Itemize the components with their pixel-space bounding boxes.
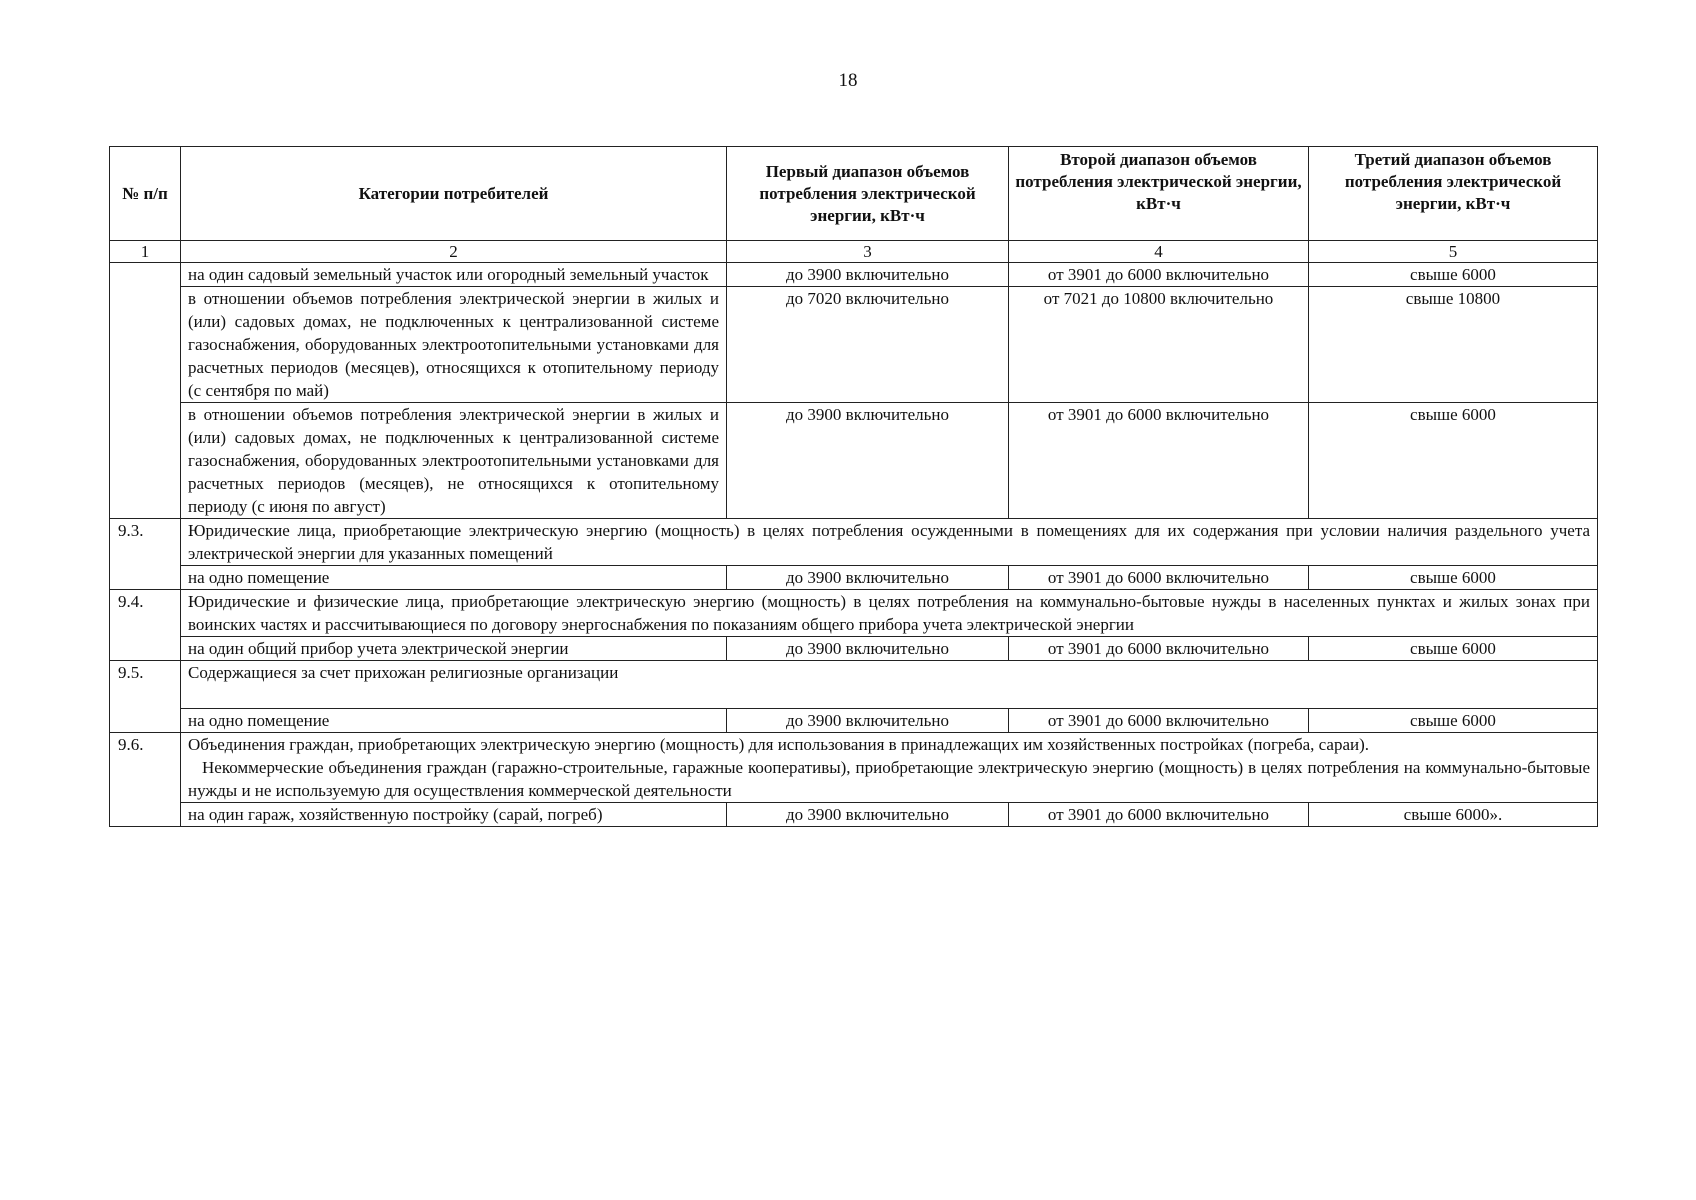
row-range1: до 3900 включительно	[727, 566, 1009, 590]
section-title-paragraph: Объединения граждан, приобретающих электрическую энергию (мощность) для использования в принадлежащих им хозяйственных постройках (погреба, сараи).	[188, 735, 1370, 754]
row-range1: до 3900 включительно	[727, 403, 1009, 519]
header-range2: Второй диапазон объемов потребления электрической энергии, кВт·ч	[1009, 147, 1309, 241]
table-row	[110, 709, 1598, 733]
row-category: на один общий прибор учета электрической энергии	[181, 637, 727, 661]
row-number-empty	[110, 263, 181, 519]
column-number: 2	[181, 241, 727, 263]
row-range2: от 3901 до 6000 включительно	[1009, 803, 1309, 827]
section-number: 9.4.	[110, 590, 181, 661]
row-range3: свыше 6000».	[1309, 803, 1598, 827]
header-range1: Первый диапазон объемов потребления электрической энергии, кВт·ч	[727, 147, 1009, 241]
section-number: 9.3.	[110, 519, 181, 590]
row-category: на один гараж, хозяйственную постройку (сарай, погреб)	[181, 803, 727, 827]
row-range2: от 3901 до 6000 включительно	[1009, 403, 1309, 519]
table-row	[110, 803, 1598, 827]
table-row	[110, 566, 1598, 590]
page-number: 18	[838, 70, 858, 91]
column-number: 5	[1309, 241, 1598, 263]
column-number: 1	[110, 241, 181, 263]
row-range3: свыше 6000	[1309, 263, 1598, 287]
row-category: на одно помещение	[181, 566, 727, 590]
row-range1: до 3900 включительно	[727, 637, 1009, 661]
header-num: № п/п	[110, 147, 181, 241]
row-range2: от 3901 до 6000 включительно	[1009, 263, 1309, 287]
row-range1: до 3900 включительно	[727, 709, 1009, 733]
row-range3: свыше 10800	[1309, 287, 1598, 403]
row-range3: свыше 6000	[1309, 709, 1598, 733]
row-category: в отношении объемов потребления электрической энергии в жилых и (или) садовых домах, не подключенных к централизованной системе газоснабжения, оборудованных электроотопительными установками для расчетных периодов (месяцев), не относящихся к отопительному периоду (с июня по август)	[181, 403, 727, 519]
row-range3: свыше 6000	[1309, 403, 1598, 519]
section-number: 9.6.	[110, 733, 181, 827]
row-range1: до 7020 включительно	[727, 287, 1009, 403]
row-range2: от 7021 до 10800 включительно	[1009, 287, 1309, 403]
row-category: на один садовый земельный участок или огородный земельный участок	[181, 263, 727, 287]
column-number: 4	[1009, 241, 1309, 263]
column-number-row	[110, 241, 1598, 263]
column-number: 3	[727, 241, 1009, 263]
row-range2: от 3901 до 6000 включительно	[1009, 637, 1309, 661]
section-title-row	[110, 519, 1598, 566]
section-title-row	[110, 661, 1598, 709]
section-title-row	[110, 590, 1598, 637]
table-row	[110, 403, 1598, 519]
row-range1: до 3900 включительно	[727, 803, 1009, 827]
section-title-row	[110, 733, 1598, 803]
row-range3: свыше 6000	[1309, 566, 1598, 590]
section-title: Содержащиеся за счет прихожан религиозные организации	[181, 661, 1598, 709]
section-title	[181, 733, 1598, 803]
section-number: 9.5.	[110, 661, 181, 733]
row-range1: до 3900 включительно	[727, 263, 1009, 287]
header-range3: Третий диапазон объемов потребления электрической энергии, кВт·ч	[1309, 147, 1598, 241]
row-category: в отношении объемов потребления электрической энергии в жилых и (или) садовых домах, не подключенных к централизованной системе газоснабжения, оборудованных электроотопительными установками для расчетных периодов (месяцев), относящихся к отопительному периоду (с сентября по май)	[181, 287, 727, 403]
header-row	[110, 147, 1598, 241]
row-range2: от 3901 до 6000 включительно	[1009, 566, 1309, 590]
header-category: Категории потребителей	[181, 147, 727, 241]
row-range3: свыше 6000	[1309, 637, 1598, 661]
table-row	[110, 263, 1598, 287]
section-title-paragraph-2: Некоммерческие объединения граждан (гаражно-строительные, гаражные кооперативы), приобретающие электрическую энергию (мощность) в целях потребления на коммунально-бытовые нужды и не используемую для осуществления коммерческой деятельности	[188, 758, 1590, 800]
section-title: Юридические и физические лица, приобретающие электрическую энергию (мощность) в целях потребления на коммунально-бытовые нужды в населенных пунктах и жилых зонах при воинских частях и рассчитывающиеся по договору энергоснабжения по показаниям общего прибора учета электрической энергии	[181, 590, 1598, 637]
table-row	[110, 637, 1598, 661]
section-title: Юридические лица, приобретающие электрическую энергию (мощность) в целях потребления осужденными в помещениях для их содержания при условии наличия раздельного учета электрической энергии для указанных помещений	[181, 519, 1598, 566]
row-range2: от 3901 до 6000 включительно	[1009, 709, 1309, 733]
table-row	[110, 287, 1598, 403]
tariff-ranges-table	[109, 146, 1598, 827]
row-category: на одно помещение	[181, 709, 727, 733]
